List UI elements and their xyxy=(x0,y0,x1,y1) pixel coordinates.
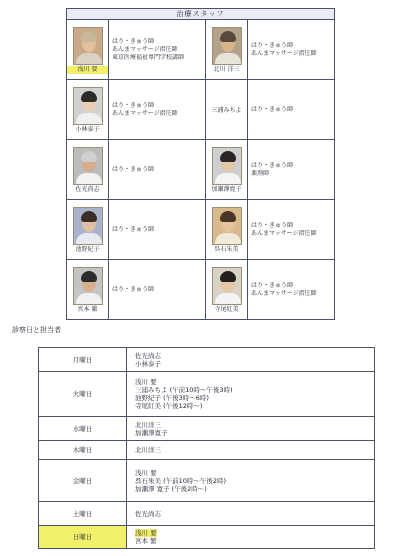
schedule-staff-name: 佐光尚志 xyxy=(135,509,161,518)
qualification-line: はり・きゅう師 xyxy=(251,105,294,113)
schedule-staff-name: 北川洋三 xyxy=(135,446,161,454)
qualification-line: 薬剤師 xyxy=(251,169,270,177)
qualification-line: はり・きゅう師 xyxy=(112,37,155,45)
schedule-row xyxy=(39,526,375,549)
staff-table xyxy=(66,8,335,320)
portrait-body xyxy=(215,233,241,245)
schedule-staff-line xyxy=(135,360,369,368)
staff-name: 佐光尚志 xyxy=(75,186,100,193)
staff-row xyxy=(67,140,335,200)
schedule-staff-line xyxy=(135,352,369,360)
portrait-body xyxy=(76,113,102,125)
schedule-staff-line xyxy=(135,510,369,518)
qualification-line: あんまマッサージ指圧師 xyxy=(251,289,317,297)
schedule-staff-line xyxy=(135,469,369,477)
staff-name: 北川 洋三 xyxy=(213,66,240,73)
portrait-hair xyxy=(81,31,97,42)
staff-portrait-photo xyxy=(212,147,242,185)
schedule-staff-line xyxy=(135,394,369,402)
portrait-body xyxy=(76,173,102,185)
staff-qualifications xyxy=(248,200,335,260)
schedule-staff xyxy=(127,372,375,417)
schedule-staff-name: 池野紀子 (午後3時〜6時) xyxy=(135,394,209,402)
staff-qualifications xyxy=(248,260,335,320)
schedule-day: 水曜日 xyxy=(39,417,127,441)
schedule-day: 金曜日 xyxy=(39,460,127,502)
schedule-staff-line xyxy=(135,446,369,454)
qualification-line: はり・きゅう師 xyxy=(112,165,155,173)
schedule-staff-name: 浅川 要 xyxy=(135,529,157,537)
schedule-staff-line xyxy=(135,477,369,485)
staff-qualifications xyxy=(109,20,206,80)
schedule-row xyxy=(39,348,375,372)
staff-qualifications xyxy=(248,20,335,80)
schedule-staff xyxy=(127,526,375,549)
staff-qualifications xyxy=(109,260,206,320)
portrait-hair xyxy=(81,211,97,222)
schedule-table-body xyxy=(39,348,375,549)
schedule-staff-name: 加瀬澤 寛子 (午後2時〜) xyxy=(135,484,207,493)
qualification-line: はり・きゅう師 xyxy=(251,281,294,289)
staff-photo-cell xyxy=(67,20,109,80)
staff-photo-cell xyxy=(206,20,248,80)
schedule-staff-name: 小林泰子 xyxy=(135,359,161,368)
schedule-staff-name: 浅川 要 xyxy=(135,378,157,386)
schedule-staff-line xyxy=(135,378,369,386)
schedule-staff xyxy=(127,348,375,372)
portrait-body xyxy=(76,293,102,305)
portrait-body xyxy=(215,173,241,185)
staff-photo-cell xyxy=(67,260,109,320)
portrait-hair xyxy=(220,271,236,282)
staff-portrait-photo xyxy=(73,267,103,305)
staff-portrait-photo xyxy=(73,147,103,185)
portrait-hair xyxy=(81,91,97,102)
qualification-line: はり・きゅう師 xyxy=(251,41,294,49)
schedule-staff-line xyxy=(135,529,369,537)
schedule-staff-line xyxy=(135,402,369,410)
qualification-line: 東京医療福祉専門学校講師 xyxy=(112,53,185,61)
schedule-staff-name: 宮本 繁 xyxy=(135,537,157,545)
schedule-staff xyxy=(127,441,375,460)
schedule-day: 火曜日 xyxy=(39,372,127,417)
staff-name: 小林泰子 xyxy=(75,126,100,133)
staff-photo-cell xyxy=(67,140,109,200)
staff-portrait-photo xyxy=(73,27,103,65)
schedule-day: 土曜日 xyxy=(39,502,127,526)
staff-qualifications xyxy=(109,80,206,140)
schedule-day: 日曜日 xyxy=(39,526,127,549)
staff-portrait-photo xyxy=(73,87,103,125)
portrait-hair xyxy=(81,271,97,282)
portrait-hair xyxy=(220,211,236,222)
schedule-staff xyxy=(127,460,375,502)
staff-name: 呉石朱美 xyxy=(214,246,239,253)
schedule-row xyxy=(39,460,375,502)
schedule-row xyxy=(39,502,375,526)
staff-row xyxy=(67,200,335,260)
schedule-staff-name: 浅川 要 xyxy=(135,468,157,477)
staff-row xyxy=(67,20,335,80)
schedule-staff-line xyxy=(135,485,369,493)
schedule-row xyxy=(39,441,375,460)
staff-photo-cell xyxy=(206,140,248,200)
staff-name: 浅川 要 xyxy=(67,66,108,74)
staff-portrait-photo xyxy=(212,267,242,305)
staff-name: 寺尾紅美 xyxy=(214,306,239,313)
portrait-body xyxy=(76,233,102,245)
staff-portrait-photo xyxy=(73,207,103,245)
portrait-body xyxy=(215,293,241,305)
staff-qualifications xyxy=(109,140,206,200)
schedule-staff-name: 三浦みちよ (午前10時〜午後3時) xyxy=(135,386,233,394)
schedule-staff xyxy=(127,417,375,441)
staff-photo-cell xyxy=(206,260,248,320)
staff-qualifications xyxy=(248,80,335,140)
staff-portrait-photo xyxy=(212,27,242,65)
portrait-hair xyxy=(81,151,97,162)
schedule-day: 木曜日 xyxy=(39,441,127,460)
qualification-line: あんまマッサージ指圧師 xyxy=(112,109,178,117)
staff-name: 三浦みちよ xyxy=(211,107,242,114)
qualification-line: あんまマッサージ指圧師 xyxy=(251,229,317,237)
staff-table-title: 治療スタッフ xyxy=(67,9,335,20)
staff-photo-cell xyxy=(67,80,109,140)
schedule-staff-line xyxy=(135,421,369,429)
schedule-row xyxy=(39,372,375,417)
schedule-staff xyxy=(127,502,375,526)
qualification-line: はり・きゅう師 xyxy=(251,221,294,229)
schedule-staff-line xyxy=(135,537,369,545)
qualification-line: あんまマッサージ指圧師 xyxy=(112,45,178,53)
portrait-hair xyxy=(220,151,236,162)
staff-name: 宮本 繁 xyxy=(77,306,98,313)
staff-photo-cell xyxy=(206,200,248,260)
staff-row xyxy=(67,80,335,140)
qualification-line: はり・きゅう師 xyxy=(251,161,294,169)
qualification-line: はり・きゅう師 xyxy=(112,101,155,109)
qualification-line: あんまマッサージ指圧師 xyxy=(251,49,317,57)
schedule-staff-name: 北川洋三 xyxy=(135,420,161,429)
schedule-row xyxy=(39,417,375,441)
qualification-line: はり・きゅう師 xyxy=(112,285,155,293)
staff-name: 加瀬澤寛子 xyxy=(211,186,242,193)
staff-row xyxy=(67,260,335,320)
staff-photo-cell xyxy=(206,80,248,140)
schedule-staff-name: 呉石朱美 (午前10時〜午後2時) xyxy=(135,476,227,485)
schedule-staff-name: 寺尾紅美 (午後12時〜) xyxy=(135,402,203,410)
schedule-staff-name: 佐光尚志 xyxy=(135,351,161,360)
staff-portrait-photo xyxy=(212,207,242,245)
staff-name: 池野紀子 xyxy=(75,246,100,253)
portrait-body xyxy=(215,53,241,65)
staff-photo-cell xyxy=(67,200,109,260)
portrait-body xyxy=(76,53,102,65)
schedule-staff-name: 加瀬澤寛子 xyxy=(135,428,168,437)
qualification-line: はり・きゅう師 xyxy=(112,225,155,233)
schedule-heading: 診察日と担当者 xyxy=(12,326,61,334)
staff-table-body xyxy=(67,20,335,320)
schedule-staff-line xyxy=(135,429,369,437)
schedule-staff-line xyxy=(135,386,369,394)
staff-qualifications xyxy=(109,200,206,260)
schedule-day: 月曜日 xyxy=(39,348,127,372)
staff-qualifications xyxy=(248,140,335,200)
schedule-table xyxy=(38,347,375,549)
portrait-hair xyxy=(220,31,236,42)
